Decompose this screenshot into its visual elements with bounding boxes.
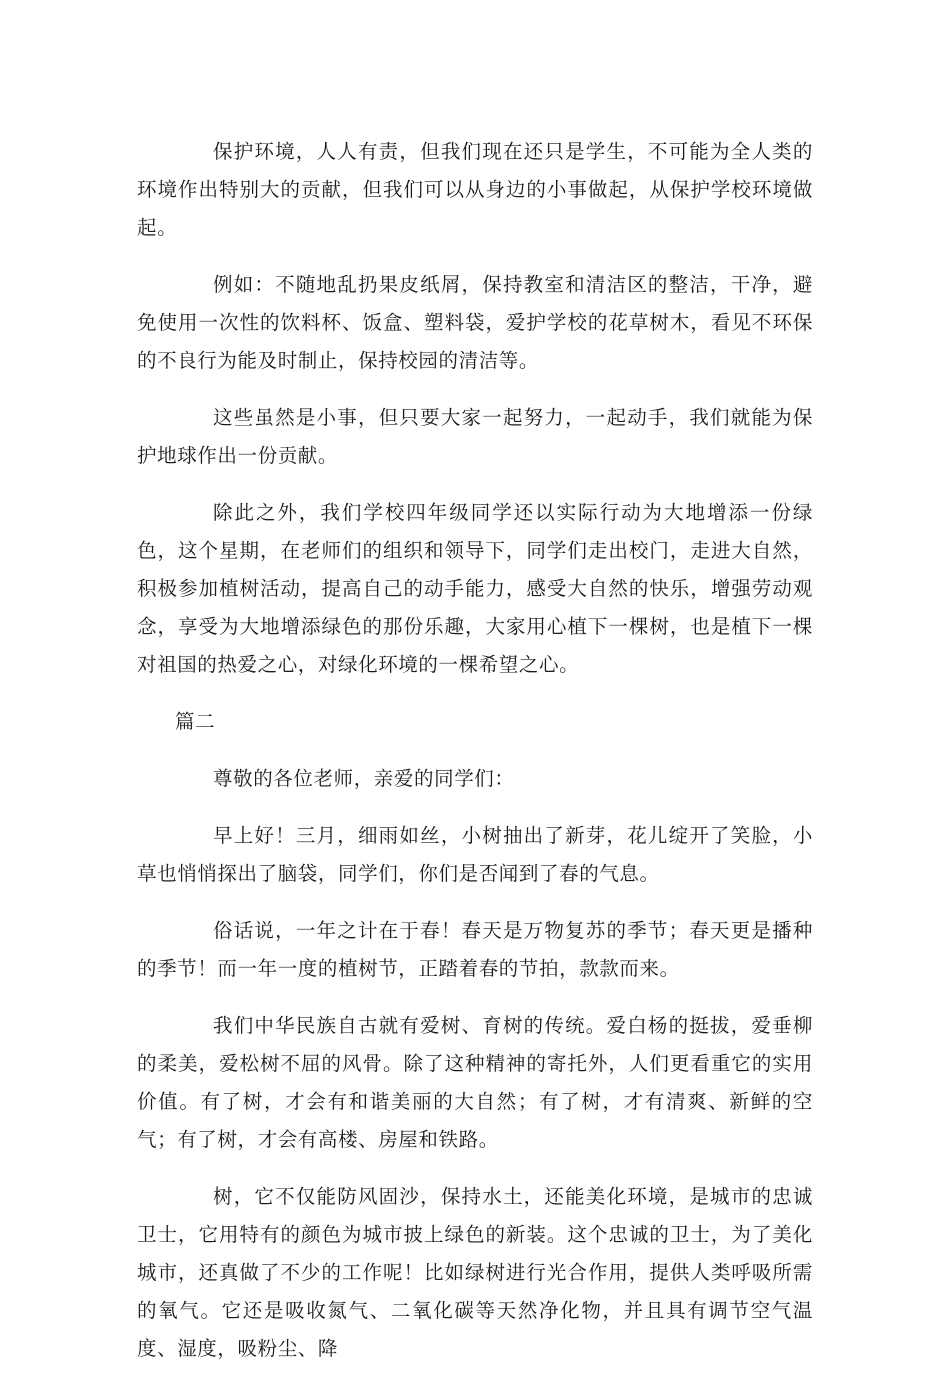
paragraph: 俗话说，一年之计在于春！春天是万物复苏的季节；春天更是播种的季节！而一年一度的植树节，正踏着春的节拍，款款而来。 xyxy=(137,919,813,980)
paragraph: 我们中华民族自古就有爱树、育树的传统。爱白杨的挺拔，爱垂柳的柔美，爱松树不屈的风骨。除了这种精神的寄托外，人们更看重它的实用价值。有了树，才会有和谐美丽的大自然；有了树，才有清爽、新鲜的空气；有了树，才会有高楼、房屋和铁路。 xyxy=(137,1014,813,1151)
paragraph: 这些虽然是小事，但只要大家一起努力，一起动手，我们就能为保护地球作出一份贡献。 xyxy=(137,406,813,467)
salutation: 尊敬的各位老师，亲爱的同学们： xyxy=(213,767,515,790)
paragraph: 例如：不随地乱扔果皮纸屑，保持教室和清洁区的整洁，干净，避免使用一次性的饮料杯、饭盒、塑料袋，爱护学校的花草树木，看见不环保的不良行为能及时制止，保持校园的清洁等。 xyxy=(137,273,813,372)
paragraph: 早上好！三月，细雨如丝，小树抽出了新芽，花儿绽开了笑脸，小草也悄悄探出了脑袋，同学们，你们是否闻到了春的气息。 xyxy=(137,824,813,885)
document-body xyxy=(137,133,813,1387)
paragraph: 树，它不仅能防风固沙，保持水土，还能美化环境，是城市的忠诚卫士，它用特有的颜色为城市披上绿色的新装。这个忠诚的卫士，为了美化城市，还真做了不少的工作呢！比如绿树进行光合作用，提供人类呼吸所需的氧气。它还是吸收氮气、二氧化碳等天然净化物，并且具有调节空气温度、湿度，吸粉尘、降 xyxy=(137,1185,813,1360)
section-heading: 篇二 xyxy=(175,710,216,733)
paragraph: 保护环境，人人有责，但我们现在还只是学生，不可能为全人类的环境作出特别大的贡献，但我们可以从身边的小事做起，从保护学校环境做起。 xyxy=(137,140,813,239)
paragraph: 除此之外，我们学校四年级同学还以实际行动为大地增添一份绿色，这个星期，在老师们的组织和领导下，同学们走出校门，走进大自然，积极参加植树活动，提高自己的动手能力，感受大自然的快乐，增强劳动观念，享受为大地增添绿色的那份乐趣，大家用心植下一棵树，也是植下一棵对祖国的热爱之心，对绿化环境的一棵希望之心。 xyxy=(137,501,813,676)
